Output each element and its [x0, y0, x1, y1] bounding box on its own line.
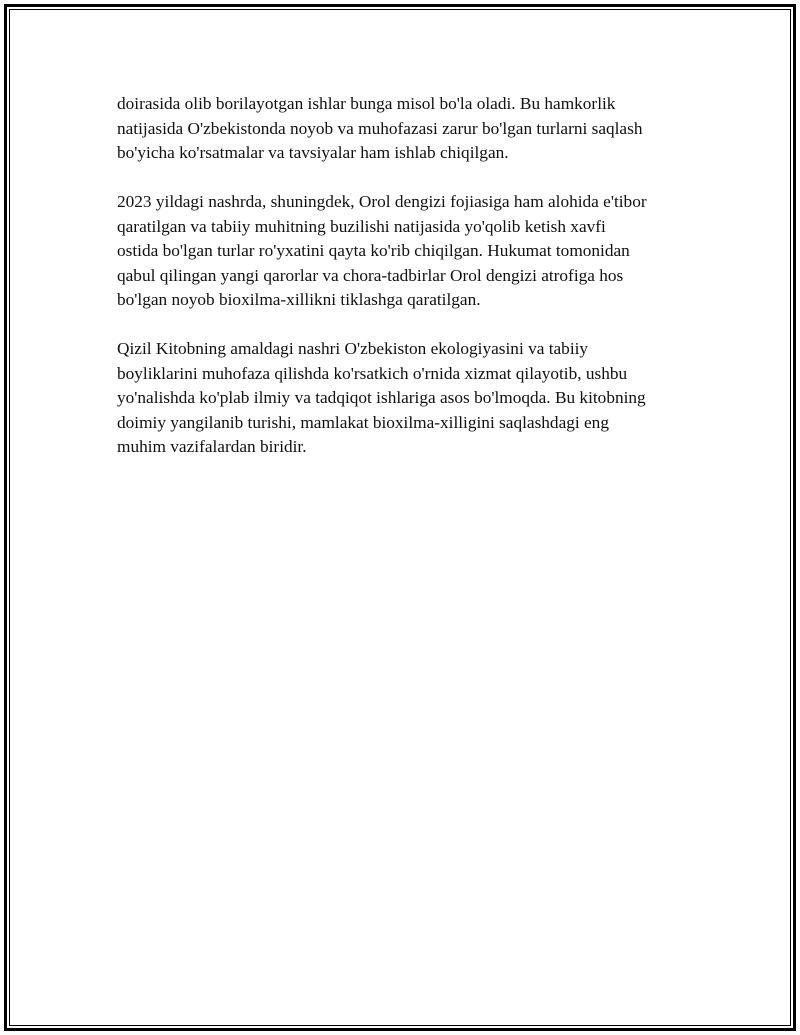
paragraph-2: 2023 yildagi nashrda, shuningdek, Orol dengizi fojiasiga ham alohida e'tibor qaratilgan va tabiiy muhitning buzilishi natijasida yo'qolib ketish xavfi ostida bo'lgan turlar ro'yxatini qayta ko'rib chiqilgan. Hukumat tomonidan qabul qilingan yangi qarorlar va chora-tadbirlar Orol dengizi atrofiga hos bo'lgan noyob bioxilma-xillikni tiklashga qaratilgan.: [117, 192, 647, 309]
paragraph-3: Qizil Kitobning amaldagi nashri O'zbekiston ekologiyasini va tabiiy boyliklarini muhofaza qilishda ko'rsatkich o'rnida xizmat qilayotib, ushbu yo'nalishda ko'plab ilmiy va tadqiqot ishlariga asos bo'lmoqda. Bu kitobning doimiy yangilanib turishi, mamlakat bioxilma-xilligini saqlashdagi eng muhim vazifalardan biridir.: [117, 339, 646, 456]
paragraph-1: doirasida olib borilayotgan ishlar bunga misol bo'la oladi. Bu hamkorlik natijasida O'zbekistonda noyob va muhofazasi zarur bo'lgan turlarni saqlash bo'yicha ko'rsatmalar va tavsiyalar ham ishlab chiqilgan.: [117, 94, 643, 162]
document-body: [117, 92, 697, 484]
